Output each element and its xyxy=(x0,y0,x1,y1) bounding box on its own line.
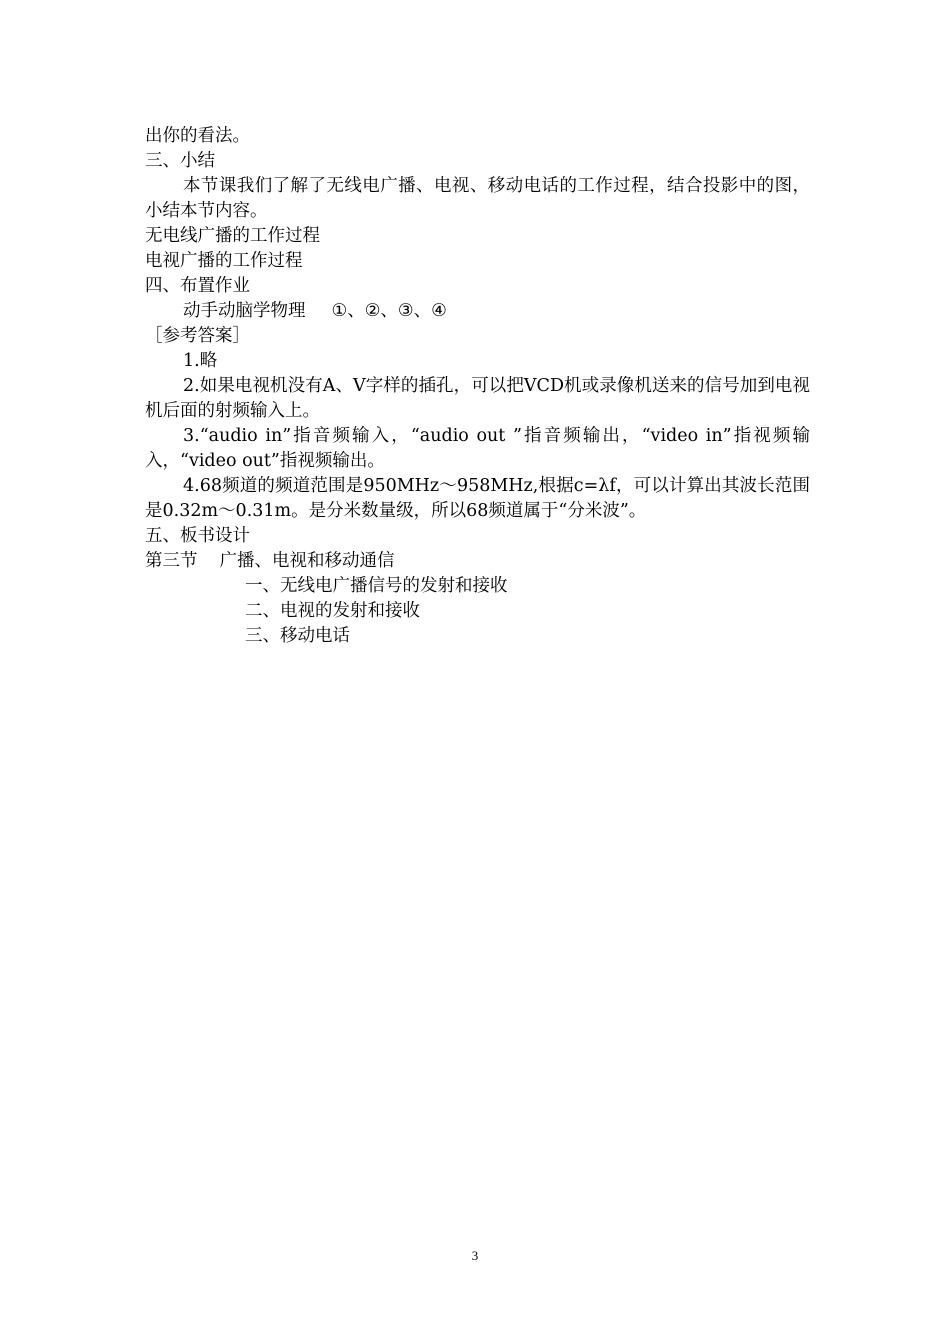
board-item-1: 一、无线电广播信号的发射和接收 xyxy=(245,576,508,596)
board-title: 广播、电视和移动通信 xyxy=(219,551,395,571)
section-heading-board: 五、板书设计 xyxy=(145,526,250,546)
summary-paragraph: 本节课我们了解了无线电广播、电视、移动电话的工作过程，结合投影中的图，小结本节内容。 xyxy=(145,176,810,221)
answers-heading: ［参考答案］ xyxy=(145,326,250,346)
radio-process-title: 无电线广播的工作过程 xyxy=(145,226,320,246)
document-body xyxy=(145,124,810,649)
continued-text: 出你的看法。 xyxy=(145,126,250,146)
tv-process-title: 电视广播的工作过程 xyxy=(145,251,303,271)
answer-2: 2.如果电视机没有A、V字样的插孔，可以把VCD机或录像机送来的信号加到电视机后面的射频输入上。 xyxy=(145,376,810,421)
section-heading-summary: 三、小结 xyxy=(145,151,215,171)
homework-items: ①、②、③、④ xyxy=(331,301,447,321)
homework-prefix: 动手动脑学物理 xyxy=(183,301,306,321)
homework-line xyxy=(145,299,810,324)
board-item-2: 二、电视的发射和接收 xyxy=(245,601,420,621)
answer-3: 3.“audio in”指音频输入，“audio out ”指音频输出，“video in”指视频输入，“video out”指视频输出。 xyxy=(145,426,810,471)
board-title-line xyxy=(145,549,810,574)
page-number: 3 xyxy=(471,1248,479,1263)
section-heading-homework: 四、布置作业 xyxy=(145,276,250,296)
answer-1: 1.略 xyxy=(183,351,218,371)
board-item-3: 三、移动电话 xyxy=(245,626,350,646)
board-section-label: 第三节 xyxy=(145,551,198,571)
answer-4: 4.68频道的频道范围是950MHz～958MHz,根据c=λf，可以计算出其波长范围是0.32m～0.31m。是分米数量级，所以68频道属于“分米波”。 xyxy=(145,476,810,521)
